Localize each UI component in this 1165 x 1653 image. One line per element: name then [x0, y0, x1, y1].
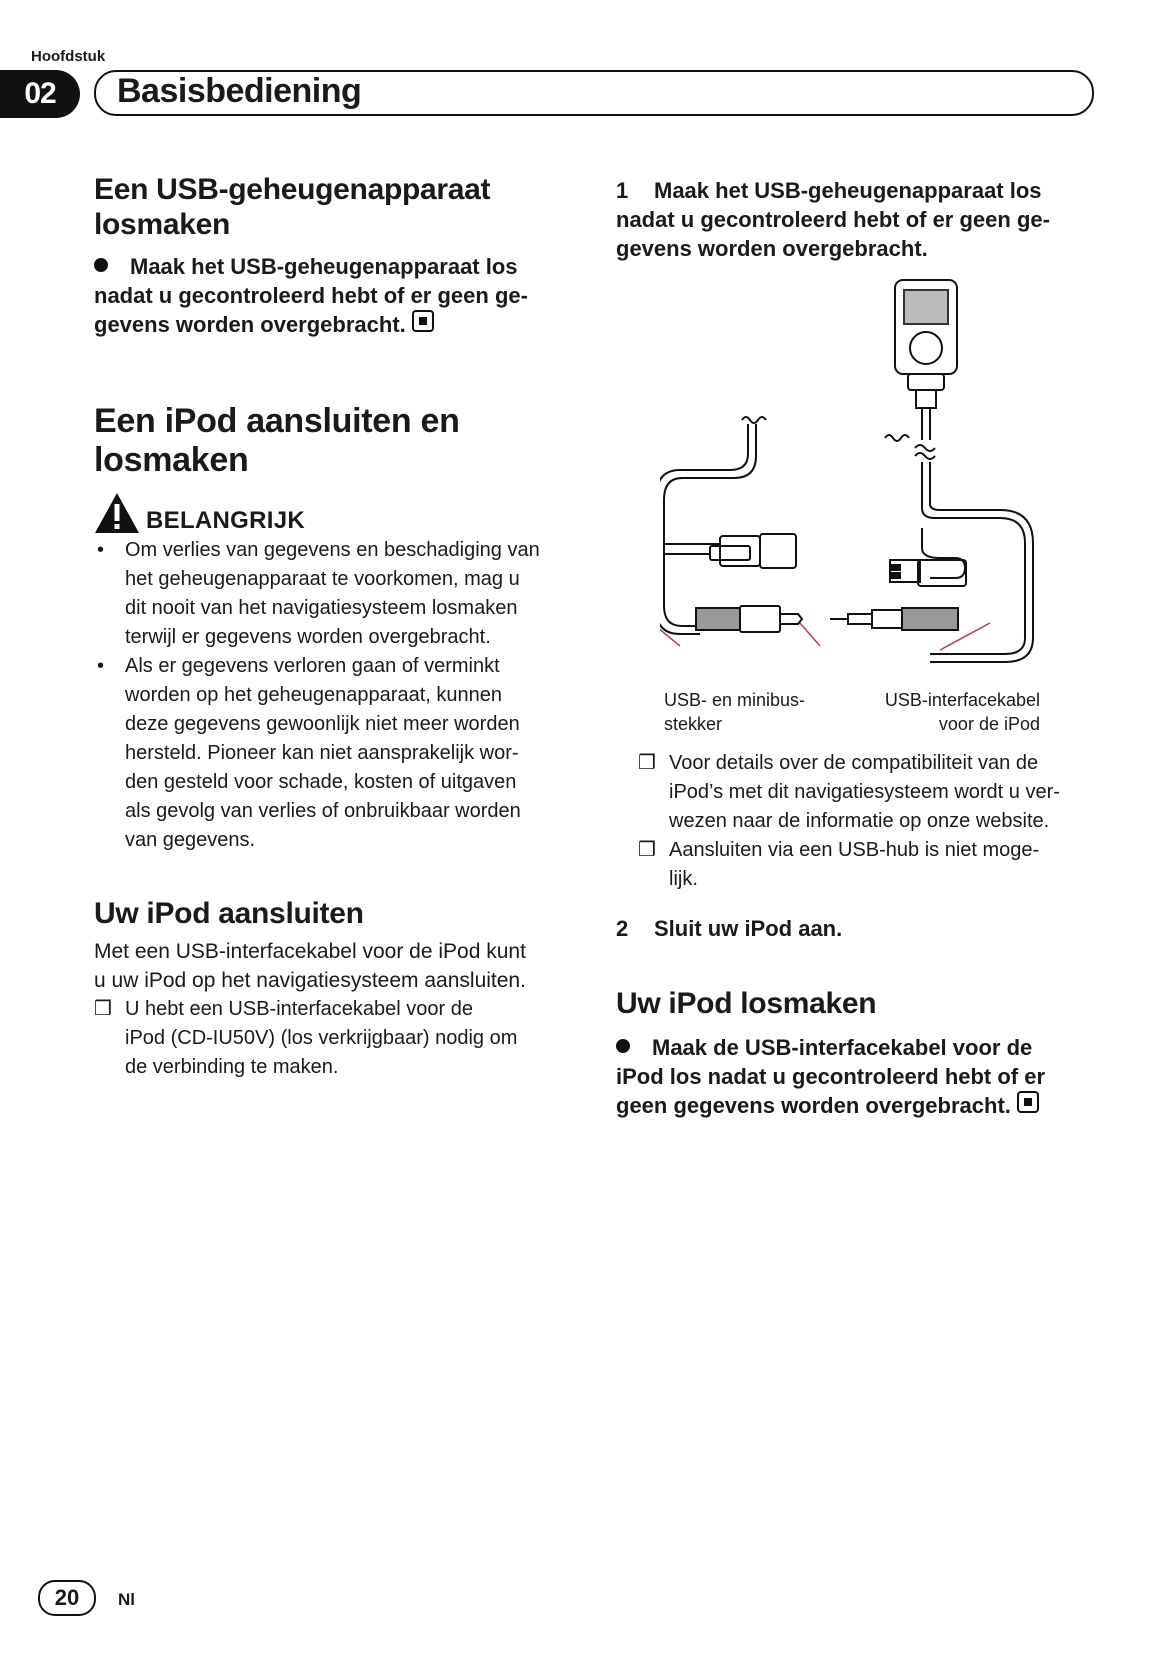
- instruction: Maak de USB-interfacekabel voor de iPod los nadat u gecontroleerd hebt of er geen gegevens worden overgebracht.: [616, 1035, 1046, 1118]
- bullet-dot-icon: [94, 258, 108, 272]
- note-box-icon: ❒: [94, 998, 112, 1020]
- intro-text: Met een USB-interfacekabel voor de iPod kunt u uw iPod op het navigatiesysteem aansluiten.: [94, 940, 526, 992]
- note-list: [638, 749, 1098, 894]
- list-item: • Als er gegevens verloren gaan of verminkt worden op het geheugenapparaat, kunnen deze gegevens gewoonlijk niet meer worden hersteld. Pioneer kan niet aansprakelijk wor- den gesteld voor schade, kosten of uitgaven als gevolg van verlies of onbruikbaar worden van gegevens.: [94, 652, 574, 855]
- disconnect-section: [616, 986, 1096, 1120]
- warning-icon: [94, 492, 140, 534]
- usb-disconnect-section: [94, 172, 574, 339]
- chapter-label: Hoofdstuk: [31, 48, 106, 65]
- step-2: [616, 914, 1096, 943]
- list-item: ❒ Aansluiten via een USB-hub is niet moge- lijk.: [638, 836, 1098, 894]
- page-number: 20: [38, 1580, 96, 1616]
- ipod-section: [94, 402, 574, 855]
- ipod-usb-cable-illustration: [660, 278, 1060, 688]
- note-list: [94, 995, 574, 1082]
- step-text: Sluit uw iPod aan.: [654, 916, 843, 941]
- section-title: Een iPod aansluiten en losmaken: [94, 402, 460, 479]
- note-box-icon: ❒: [638, 752, 656, 774]
- list-item: ❒ Voor details over de compatibiliteit van de iPod’s met dit navigatiesysteem wordt u ver- wezen naar de informatie op onze website.: [638, 749, 1098, 836]
- end-mark-icon: [412, 310, 434, 332]
- bullet-icon: •: [97, 539, 105, 561]
- note-box-icon: ❒: [638, 839, 656, 861]
- step-number: 2: [616, 916, 629, 941]
- chapter-title: Basisbediening: [117, 72, 362, 110]
- section-title: Uw iPod aansluiten: [94, 897, 364, 930]
- bullet-icon: •: [97, 655, 105, 677]
- step-1: [616, 176, 1096, 263]
- warning-label: BELANGRIJK: [146, 507, 306, 534]
- figure-caption-right: USB-interfacekabel voor de iPod: [884, 690, 1040, 734]
- instruction: Maak het USB-geheugenapparaat los nadat u gecontroleerd hebt of er geen ge- gevens worden overgebracht.: [94, 254, 528, 337]
- connect-section: [94, 896, 574, 1082]
- language-code: Nl: [118, 1590, 135, 1609]
- step-text: 1 Maak het USB-geheugenapparaat los nadat u gecontroleerd hebt of er geen ge- gevens worden overgebracht.: [616, 178, 1050, 261]
- warning-list: [94, 536, 574, 855]
- section-title: Uw iPod losmaken: [616, 987, 877, 1020]
- section-title: Een USB-geheugenapparaat losmaken: [94, 173, 491, 241]
- step-number: 1: [616, 178, 629, 203]
- chapter-number: 02: [0, 70, 80, 118]
- list-item: ❒ U hebt een USB-interfacekabel voor de iPod (CD-IU50V) (los verkrijgbaar) nodig om de verbinding te maken.: [94, 995, 574, 1082]
- end-mark-icon: [1017, 1091, 1039, 1113]
- bullet-dot-icon: [616, 1039, 630, 1053]
- figure-caption-left: USB- en minibus- stekker: [664, 690, 806, 734]
- important-header: [94, 492, 574, 534]
- list-item: • Om verlies van gegevens en beschadiging van het geheugenapparaat te voorkomen, mag u dit nooit van het navigatiesysteem losmaken terwijl er gegevens worden overgebracht.: [94, 536, 574, 652]
